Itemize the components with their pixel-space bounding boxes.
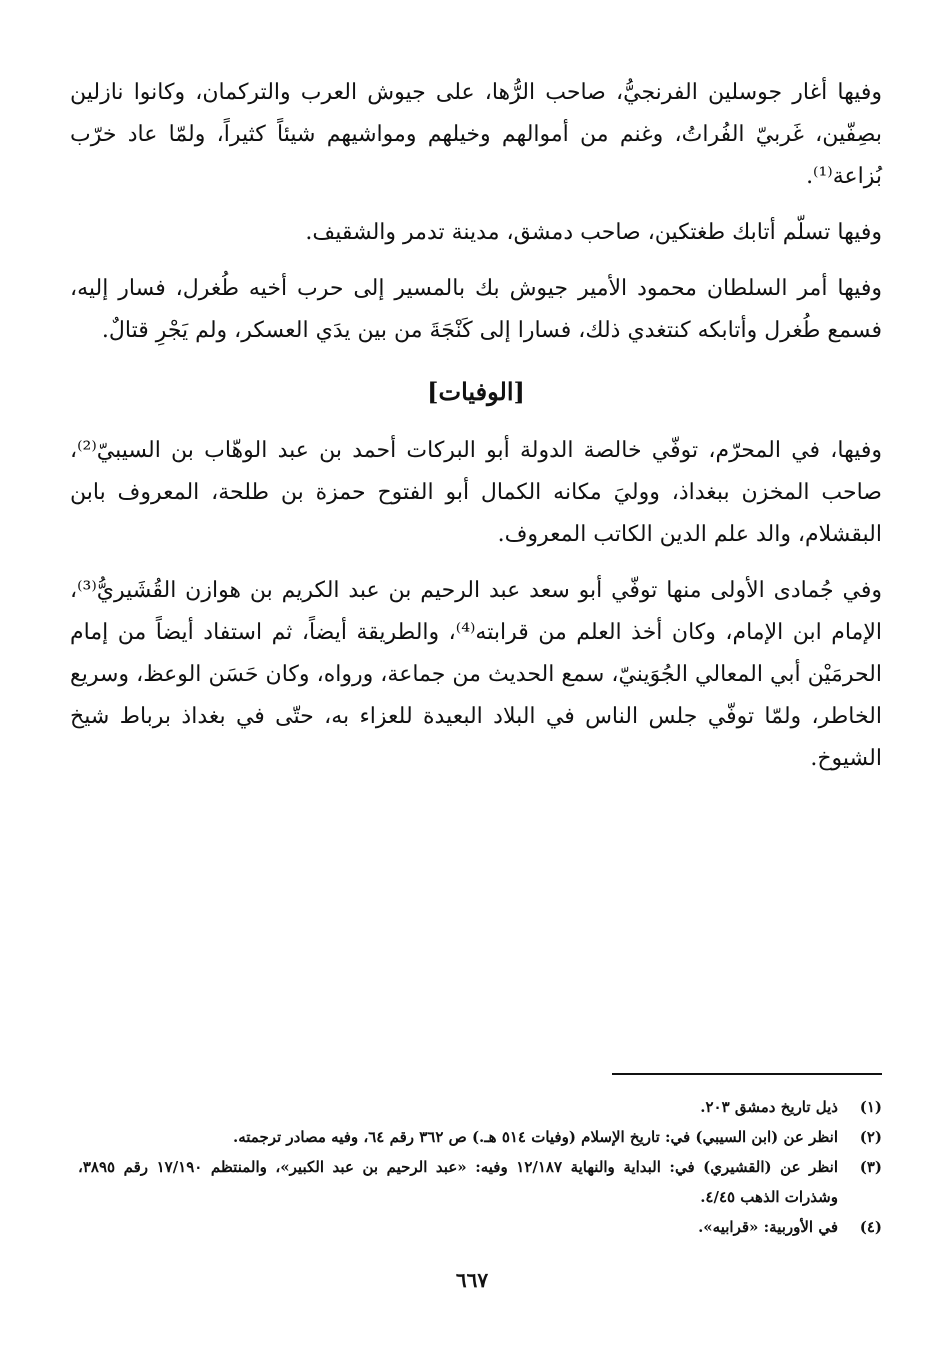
footnotes	[78, 1092, 882, 1242]
footnote-number: (٤)	[859, 1218, 882, 1236]
footnote-item	[78, 1092, 882, 1122]
paragraph-death-al-qushayri: وفي جُمادى الأولى منها توفّي أبو سعد عبد الرحيم بن عبد الكريم بن هوازن القُشَيريُّ⁽³⁾، الإمام ابن الإمام، وكان أخذ العلم من قرابته⁽⁴⁾، والطريقة أيضاً، ثم استفاد أيضاً من إمام الحرمَيْن أبي المعالي الجُوَينيّ، سمع الحديث من جماعة، ورواه، وكان حَسَن الوعظ، وسريع الخاطر، ولمّا توفّي جلس الناس في البلاد البعيدة للعزاء به، حتّى في بغداذ برباط شيخ الشيوخ.	[70, 578, 883, 771]
paragraph-sultan-mahmud: وفيها أمر السلطان محمود الأمير جيوش بك بالمسير إلى حرب أخيه طُغرل، فسار إليه، فسمع طُغرل وأتابكه كنتغدي ذلك، فسارا إلى كَنْجَةَ من بين يدَي العسكر، ولم يَجْرِ قتالٌ.	[70, 276, 882, 343]
footnote-number: (٣)	[859, 1158, 882, 1176]
footnote-number: (١)	[859, 1098, 882, 1116]
footnote-number: (٢)	[859, 1128, 882, 1146]
footnote-text: في الأوربية: «قرابيه».	[698, 1218, 838, 1236]
footnote-item	[78, 1152, 882, 1212]
main-text	[70, 72, 882, 794]
footnote-divider	[612, 1073, 882, 1075]
footnote-text: ذيل تاريخ دمشق ٢٠٣.	[700, 1098, 838, 1116]
paragraph-tughtakin: وفيها تسلّم أتابك طغتكين، صاحب دمشق، مدينة تدمر والشقيف.	[305, 220, 882, 245]
footnote-item	[78, 1122, 882, 1152]
footnote-item	[78, 1212, 882, 1242]
paragraph-death-ibn-al-sibi: وفيها، في المحرّم، توفّي خالصة الدولة أبو البركات أحمد بن عبد الوهّاب بن السيبيّ⁽²⁾، صاحب المخزن ببغداذ، ووليَ مكانه الكمال أبو الفتوح حمزة بن طلحة، المعروف بابن البقشلام، والد علم الدين الكاتب المعروف.	[70, 438, 882, 547]
footnote-text: انظر عن (ابن السيبي) في: تاريخ الإسلام (وفيات ٥١٤ هـ.) ص ٣٦٢ رقم ٦٤، وفيه مصادر ترجمته.	[233, 1128, 838, 1146]
section-heading-deaths: [الوفيات]	[427, 377, 525, 406]
paragraph-jocelin-raid: وفيها أغار جوسلين الفرنجيُّ، صاحب الرُّها، على جيوش العرب والتركمان، وكانوا نازلين بصِفّين، غَربيّ الفُراتُ، وغنم من أموالهم وخيلهم ومواشيهم شيئاً كثيراً، ولمّا عاد خرّب بُزاعة⁽¹⁾.	[70, 80, 882, 189]
page-number: ٦٦٧	[455, 1268, 489, 1292]
footnote-text: انظر عن (القشيري) في: البداية والنهاية ١٢/١٨٧ وفيه: «عبد الرحيم بن عبد الكبير»، والمنتظم ١٧/١٩٠ رقم ٣٨٩٥، وشذرات الذهب ٤/٤٥.	[78, 1158, 839, 1206]
